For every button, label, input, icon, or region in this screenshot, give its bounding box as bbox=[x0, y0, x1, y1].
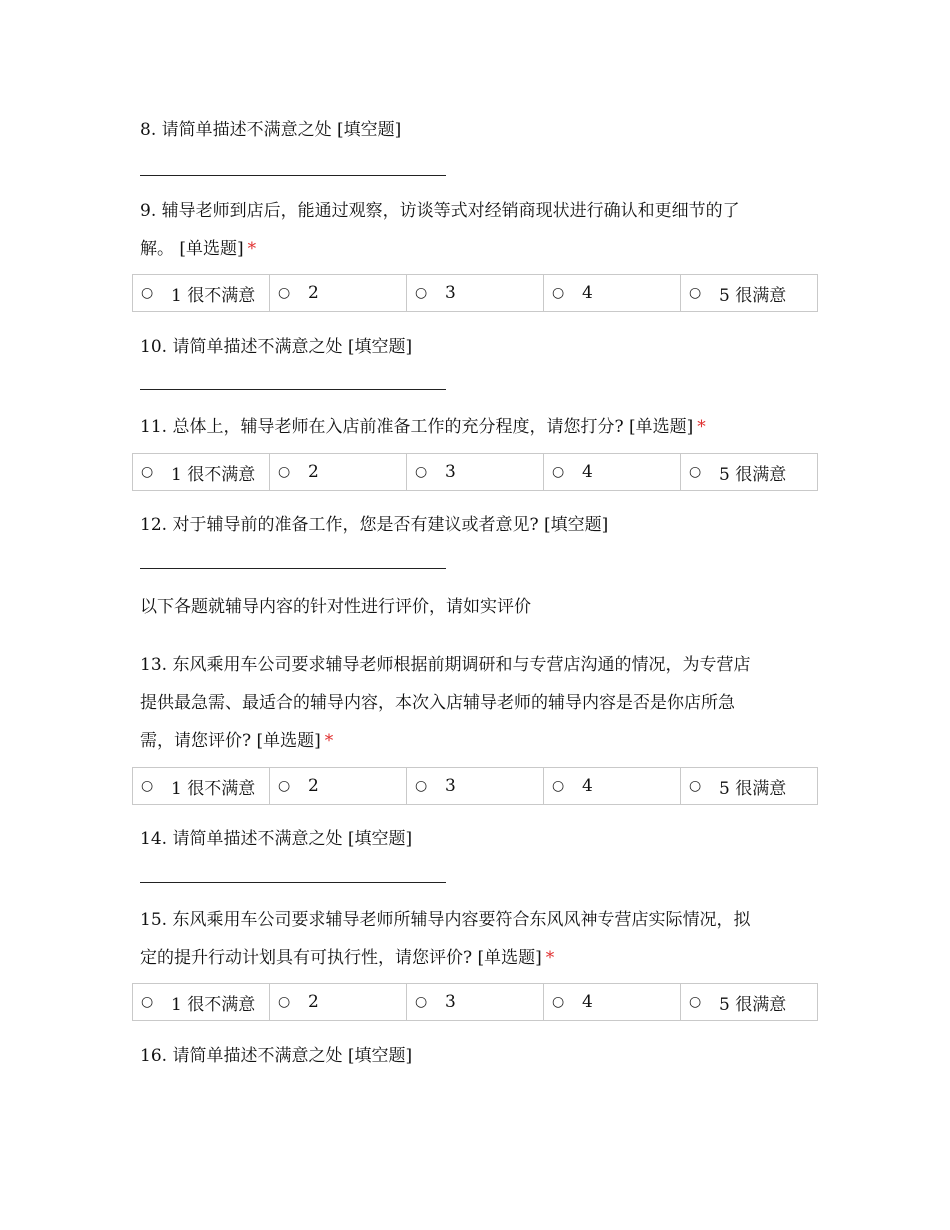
radio-icon: ○ bbox=[689, 994, 702, 1010]
question-10-text: 10. 请简单描述不满意之处 [填空题] bbox=[140, 337, 413, 357]
radio-icon: ○ bbox=[141, 994, 154, 1010]
option-label: 1 很不满意 bbox=[171, 994, 256, 1015]
rating-option-2[interactable] bbox=[269, 275, 406, 311]
rating-option-5[interactable] bbox=[680, 454, 817, 490]
rating-option-1[interactable] bbox=[133, 768, 269, 804]
question-11-text: 11. 总体上，辅导老师在入店前准备工作的充分程度，请您打分? [单选题] bbox=[140, 417, 694, 437]
radio-icon: ○ bbox=[552, 285, 565, 301]
radio-icon: ○ bbox=[552, 994, 565, 1010]
option-label: 3 bbox=[445, 283, 456, 303]
rating-scale-15 bbox=[132, 983, 818, 1021]
rating-scale-9 bbox=[132, 274, 818, 312]
option-label: 2 bbox=[308, 462, 319, 482]
option-label: 4 bbox=[582, 283, 593, 303]
rating-scale-13 bbox=[132, 767, 818, 805]
radio-icon: ○ bbox=[552, 464, 565, 480]
section-heading bbox=[140, 596, 820, 618]
answer-blank-14[interactable] bbox=[140, 882, 446, 883]
rating-option-1[interactable] bbox=[133, 275, 269, 311]
radio-icon: ○ bbox=[278, 994, 291, 1010]
question-15-text-cont: 定的提升行动计划具有可执行性，请您评价? [单选题] bbox=[140, 948, 542, 968]
question-14-text: 14. 请简单描述不满意之处 [填空题] bbox=[140, 829, 413, 849]
section-heading-text: 以下各题就辅导内容的针对性进行评价，请如实评价 bbox=[140, 597, 531, 617]
radio-icon: ○ bbox=[278, 464, 291, 480]
question-9-text: 9. 辅导老师到店后，能通过观察，访谈等式对经销商现状进行确认和更细节的了 bbox=[140, 201, 740, 221]
question-16-text: 16. 请简单描述不满意之处 [填空题] bbox=[140, 1046, 413, 1066]
radio-icon: ○ bbox=[141, 778, 154, 794]
radio-icon: ○ bbox=[415, 285, 428, 301]
question-13-text: 13. 东风乘用车公司要求辅导老师根据前期调研和与专营店沟通的情况，为专营店 bbox=[140, 655, 751, 675]
radio-icon: ○ bbox=[141, 285, 154, 301]
radio-icon: ○ bbox=[689, 464, 702, 480]
answer-blank-10[interactable] bbox=[140, 389, 446, 390]
required-mark: * bbox=[697, 417, 706, 437]
question-8-text: 8. 请简单描述不满意之处 [填空题] bbox=[140, 120, 402, 140]
required-mark: * bbox=[545, 948, 555, 968]
question-9-line-1 bbox=[140, 200, 820, 222]
rating-option-4[interactable] bbox=[543, 454, 680, 490]
question-13-line-1 bbox=[140, 654, 820, 676]
required-mark: * bbox=[247, 239, 257, 259]
rating-option-1[interactable] bbox=[133, 984, 269, 1020]
rating-option-2[interactable] bbox=[269, 768, 406, 804]
rating-option-3[interactable] bbox=[406, 768, 543, 804]
rating-option-2[interactable] bbox=[269, 454, 406, 490]
option-label: 3 bbox=[445, 992, 456, 1012]
answer-blank-12[interactable] bbox=[140, 568, 446, 569]
option-label: 5 很满意 bbox=[719, 994, 787, 1015]
rating-option-1[interactable] bbox=[133, 454, 269, 490]
question-15-text: 15. 东风乘用车公司要求辅导老师所辅导内容要符合东风风神专营店实际情况，拟 bbox=[140, 910, 751, 930]
question-13-line-2 bbox=[140, 692, 820, 714]
rating-option-5[interactable] bbox=[680, 984, 817, 1020]
question-12 bbox=[140, 514, 820, 536]
radio-icon: ○ bbox=[415, 778, 428, 794]
radio-icon: ○ bbox=[415, 464, 428, 480]
option-label: 1 很不满意 bbox=[171, 778, 256, 799]
option-label: 2 bbox=[308, 283, 319, 303]
rating-option-2[interactable] bbox=[269, 984, 406, 1020]
question-10 bbox=[140, 336, 820, 358]
option-label: 1 很不满意 bbox=[171, 464, 256, 485]
radio-icon: ○ bbox=[278, 285, 291, 301]
question-15-line-2 bbox=[140, 947, 820, 969]
question-11 bbox=[140, 416, 820, 438]
radio-icon: ○ bbox=[552, 778, 565, 794]
rating-option-3[interactable] bbox=[406, 984, 543, 1020]
question-9-line-2 bbox=[140, 238, 820, 260]
rating-option-4[interactable] bbox=[543, 984, 680, 1020]
radio-icon: ○ bbox=[689, 778, 702, 794]
rating-option-5[interactable] bbox=[680, 768, 817, 804]
question-13-line-3 bbox=[140, 730, 820, 752]
question-13-text-end: 需，请您评价? [单选题] bbox=[140, 731, 321, 751]
question-12-text: 12. 对于辅导前的准备工作，您是否有建议或者意见? [填空题] bbox=[140, 515, 609, 535]
question-8 bbox=[140, 119, 820, 141]
option-label: 4 bbox=[582, 992, 593, 1012]
answer-blank-8[interactable] bbox=[140, 175, 446, 176]
question-16 bbox=[140, 1045, 820, 1067]
rating-option-3[interactable] bbox=[406, 454, 543, 490]
rating-option-3[interactable] bbox=[406, 275, 543, 311]
option-label: 4 bbox=[582, 776, 593, 796]
option-label: 4 bbox=[582, 462, 593, 482]
option-label: 2 bbox=[308, 776, 319, 796]
radio-icon: ○ bbox=[141, 464, 154, 480]
option-label: 3 bbox=[445, 776, 456, 796]
radio-icon: ○ bbox=[278, 778, 291, 794]
question-15-line-1 bbox=[140, 909, 820, 931]
option-label: 5 很满意 bbox=[719, 285, 787, 306]
required-mark: * bbox=[324, 731, 334, 751]
option-label: 3 bbox=[445, 462, 456, 482]
radio-icon: ○ bbox=[415, 994, 428, 1010]
question-13-text-cont: 提供最急需、最适合的辅导内容，本次入店辅导老师的辅导内容是否是你店所急 bbox=[140, 693, 735, 713]
option-label: 5 很满意 bbox=[719, 778, 787, 799]
rating-option-4[interactable] bbox=[543, 768, 680, 804]
question-14 bbox=[140, 828, 820, 850]
option-label: 2 bbox=[308, 992, 319, 1012]
question-9-text-cont: 解。 [单选题] bbox=[140, 239, 244, 259]
rating-scale-11 bbox=[132, 453, 818, 491]
rating-option-4[interactable] bbox=[543, 275, 680, 311]
radio-icon: ○ bbox=[689, 285, 702, 301]
rating-option-5[interactable] bbox=[680, 275, 817, 311]
option-label: 1 很不满意 bbox=[171, 285, 256, 306]
option-label: 5 很满意 bbox=[719, 464, 787, 485]
